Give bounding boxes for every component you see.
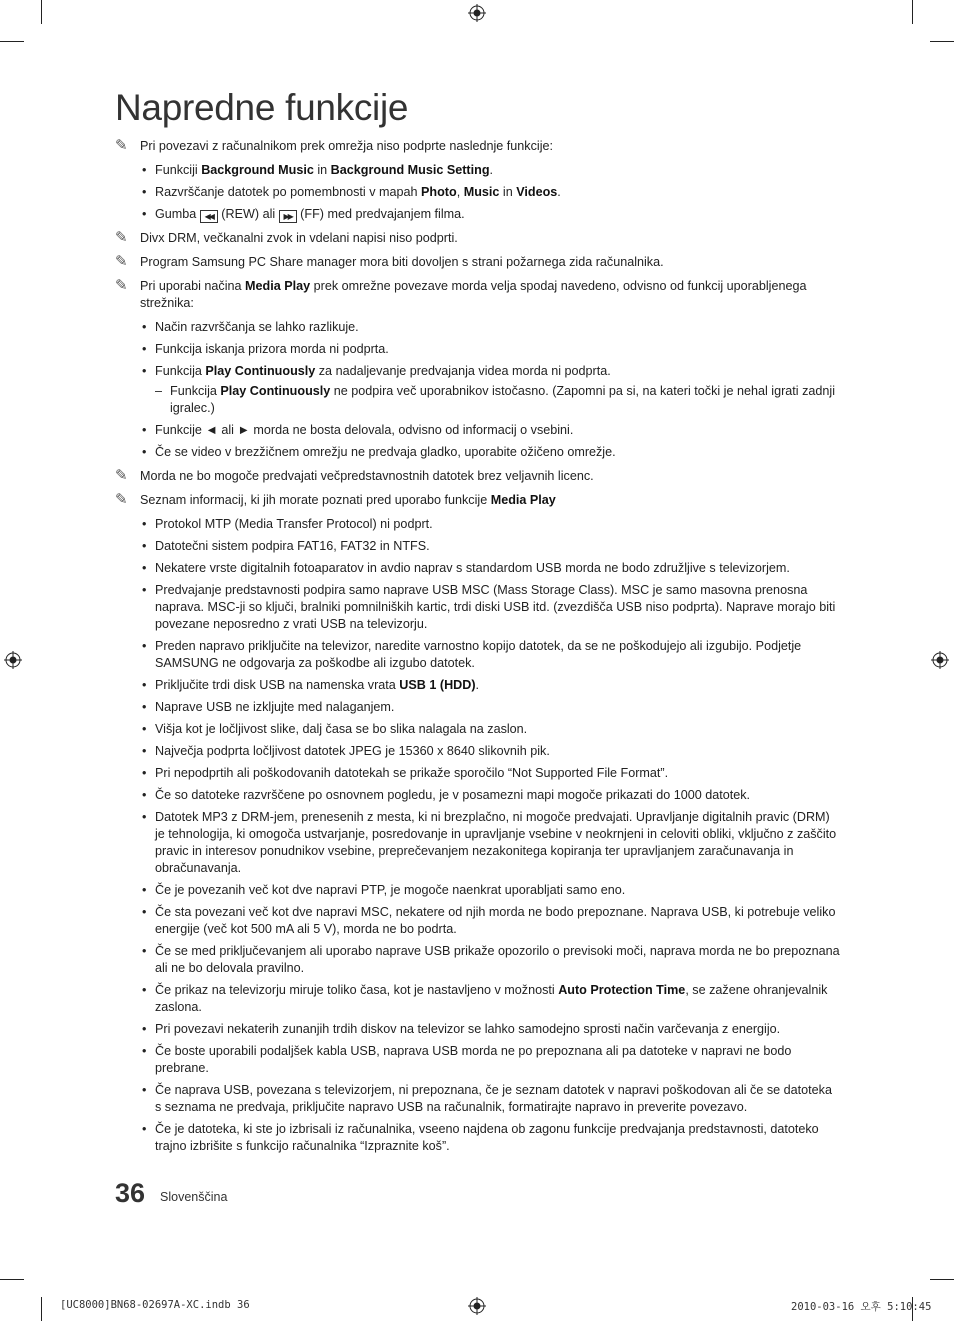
list-item: • Pri povezavi nekaterih zunanjih trdih diskov na televizor se lahko samodejno sprosti način varčevanja z energijo. [142, 1022, 781, 1036]
language-label: Slovenščina [160, 1190, 228, 1204]
pencil-note-icon: ✎ [115, 277, 128, 294]
list-item: • Funkcije ◄ ali ► morda ne bosta delovala, odvisno od informacij o vsebini. [142, 423, 574, 437]
registration-mark-icon [4, 651, 22, 669]
pencil-note-icon: ✎ [115, 253, 128, 270]
list-item: • Naprave USB ne izkljujte med nalaganjem. [142, 700, 395, 714]
list-item: • Datotek MP3 z DRM-jem, prenesenih z mesta, ki ni brezplačno, ni mogoče predvajati. Upravljanje digitalnih pravic (DRM) je tehnologija, ki omogoča ustvarjanje, posredovanje in upravljanje vsebine v neokrnjeni in celoviti obliki, vključno z zaščito pravic in interesov ponudnikov vsebine, preprečevanjem nezakonitega kopiranja ter upravljanjem zaračunavanja in obračunavanja. [142, 810, 837, 875]
list-item: • Pri nepodprtih ali poškodovanih datotekah se prikaže sporočilo “Not Supported File Format”. [142, 766, 669, 780]
list-item: • Način razvrščanja se lahko razlikuje. [142, 320, 359, 334]
registration-mark-icon [931, 651, 949, 669]
list-item: • Priključite trdi disk USB na namenska vrata USB 1 (HDD). [142, 678, 480, 692]
rewind-icon: ◀◀ [200, 210, 218, 223]
list-item: • Če se video v brezžičnem omrežju ne predvaja gladko, uporabite ožičeno omrežje. [142, 445, 616, 459]
list-item: • Razvrščanje datotek po pomembnosti v mapah Photo, Music in Videos. [142, 185, 561, 199]
list-item: • Funkcija Play Continuously za nadaljevanje predvajanja videa morda ni podprta. [142, 364, 611, 378]
page-number: 36 [115, 1178, 146, 1208]
registration-mark-icon [468, 1297, 486, 1315]
list-item: • Če so datoteke razvrščene po osnovnem pogledu, je v posamezni mapi mogoče prikazati do 1000 datotek. [142, 788, 751, 802]
list-item: • Če prikaz na televizorju miruje toliko časa, kot je nastavljeno v možnosti Auto Protection Time, se zažene ohranjevalnik zaslona. [142, 983, 828, 1014]
sub-list-item: – Funkcija Play Continuously ne podpira več uporabnikov istočasno. (Zapomni pa si, na kateri točki je nehal igrati zadnji igralec.) [155, 384, 835, 415]
page-title: Napredne funkcije [115, 87, 409, 128]
list-item: • Datotečni sistem podpira FAT16, FAT32 in NTFS. [142, 539, 430, 553]
crop-mark [0, 1279, 24, 1280]
list-item: • Če naprava USB, povezana s televizorjem, ni prepoznana, če je seznam datotek v napravi poškodovan ali če se datoteka s seznama ne predvaja, priključite napravo USB na računalnik, formatirajte napravo in preverite povezavo. [142, 1083, 832, 1114]
fast-forward-icon: ▶▶ [279, 210, 297, 223]
pencil-note-icon: ✎ [115, 467, 128, 484]
pencil-note-icon: ✎ [115, 229, 128, 246]
list-item: • Funkcija iskanja prizora morda ni podprta. [142, 342, 389, 356]
list-item: • Nekatere vrste digitalnih fotoaparatov in avdio naprav s standardom USB morda ne bodo združljive s televizorjem. [142, 561, 790, 575]
crop-mark [930, 1279, 954, 1280]
registration-mark-icon [468, 4, 486, 22]
note: ✎ Morda ne bo mogoče predvajati večpredstavnostnih datotek brez veljavnih licenc. [115, 467, 594, 484]
list-item: • Funkciji Background Music in Background Music Setting. [142, 163, 494, 177]
list-item: • Če boste uporabili podaljšek kabla USB, naprava USB morda ne po prepoznana ali pa datoteke v napravi ne bodo prebrane. [142, 1044, 792, 1075]
pencil-note-icon: ✎ [115, 137, 128, 154]
list-item: • Če sta povezani več kot dve napravi MSC, nekatere od njih morda ne bodo prepoznane. Naprava USB, ki potrebuje veliko energije (več kot 500 mA ali 5 V), morda ne bo podrta. [142, 905, 836, 936]
list-item: • Če se med priključevanjem ali uporabo naprave USB prikaže opozorilo o previsoki moči, naprava morda ne bo prepoznana ali ne bo delovala pravilno. [142, 944, 840, 975]
crop-mark [0, 41, 24, 42]
note: ✎ Pri uporabi načina Media Play prek omrežne povezave morda velja spodaj navedeno, odvisno od funkcij uporabljenega strežnika: [115, 277, 807, 310]
note: ✎ Pri povezavi z računalnikom prek omrežja niso podprte naslednje funkcije: [115, 137, 554, 154]
list-item: • Preden napravo priključite na televizor, naredite varnostno kopijo datotek, da se ne poškodujejo ali izgubijo. Podjetje SAMSUNG ne odgovarja za poškodbe ali izgubo datotek. [142, 639, 802, 670]
list-item: • Če je datoteka, ki ste jo izbrisali iz računalnika, vseeno najdena ob zagonu funkcije predvajanja predstavnosti, datoteko trajno izbrišite s funkcijo računalnika “Izpraznite koš”. [142, 1122, 819, 1153]
crop-mark [912, 0, 913, 24]
list-item: • Gumba ◀◀ (REW) ali ▶▶ (FF) med predvajanjem filma. [142, 207, 465, 221]
note: ✎ Seznam informacij, ki jih morate poznati pred uporabo funkcije Media Play [115, 491, 556, 508]
print-file-info: [UC8000]BN68-02697A-XC.indb 36 [60, 1299, 250, 1311]
crop-mark [41, 0, 42, 24]
note: ✎ Program Samsung PC Share manager mora biti dovoljen s strani požarnega zida računalnika. [115, 253, 664, 270]
crop-mark [41, 1297, 42, 1321]
note: ✎ Divx DRM, večkanalni zvok in vdelani napisi niso podprti. [115, 229, 458, 246]
list-item: • Največja podprta ločljivost datotek JPEG je 15360 x 8640 slikovnih pik. [142, 744, 550, 758]
content [115, 138, 840, 1160]
list-item: • Če je povezanih več kot dve napravi PTP, je mogoče naenkrat uporabljati samo eno. [142, 883, 626, 897]
pencil-note-icon: ✎ [115, 491, 128, 508]
crop-mark [930, 41, 954, 42]
print-timestamp: 2010-03-16 오후 5:10:45 [791, 1301, 932, 1313]
list-item: • Predvajanje predstavnosti podpira samo naprave USB MSC (Mass Storage Class). MSC je samo masovna prenosna naprava. MSC-ji so ključi, bralniki pomnilniških kartic, trdi diski USB itd. (zvezdišča USB niso podprta). Naprave morajo biti povezane neposredno z vrati USB na televizorju. [142, 583, 836, 631]
list-item: • Protokol MTP (Media Transfer Protocol) ni podprt. [142, 517, 433, 531]
list-item: • Višja kot je ločljivost slike, dalj časa se bo slika nalagala na zaslon. [142, 722, 528, 736]
